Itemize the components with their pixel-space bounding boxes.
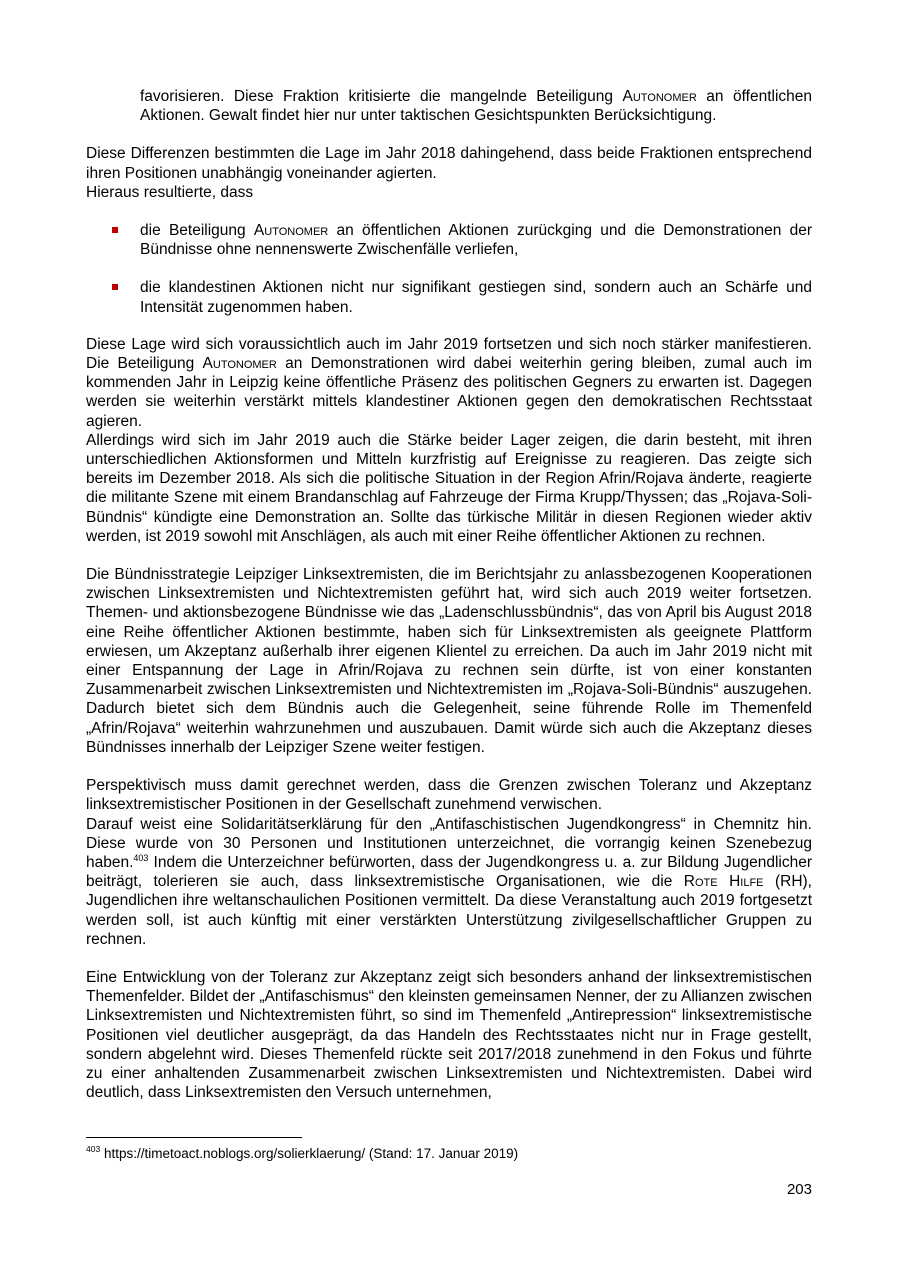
paragraph-continuation — [86, 87, 812, 125]
footnote-separator — [86, 1137, 302, 1138]
square-bullet-icon — [112, 284, 118, 290]
smallcaps-term: Autonomer — [253, 222, 329, 240]
smallcaps-term: Autonomer — [622, 88, 697, 105]
list-item: die Beteiligung Autonomer an öffentlichen Aktionen zurückging und die Demonstrationen der Bündnisse ohne nennenswerte Zwischenfälle verliefen, — [86, 221, 812, 259]
text-run: favorisieren. Diese Fraktion kritisierte die mangelnde Beteiligung — [140, 88, 623, 105]
paragraph: Diese Lage wird sich voraussichtlich auch im Jahr 2019 fortsetzen und sich noch stärker manifestieren. Die Beteiligung Autonomer an Demonstrationen wird dabei weiterhin gering bleiben, zumal auch im kommenden Jahr in Leipzig keine öffentliche Präsenz des politischen Gegners zu erwarten ist. Dagegen werden sie weiterhin verstärkt mittels klandestiner Aktionen gegen den demokratischen Rechtsstaat agieren. — [86, 335, 812, 430]
paragraph: Allerdings wird sich im Jahr 2019 auch die Stärke beider Lager zeigen, die darin besteht, mit ihren unterschiedlichen Aktionsformen und Mitteln kurzfristig auf Ereignisse zu reagieren. Das zeigte sich bereits im Dezember 2018. Als sich die politische Situation in der Region Afrin/Rojava änderte, reagierte die militante Szene mit einem Brandanschlag auf Fahrzeuge der Firma Krupp/Thyssen; das „Rojava-Soli-Bündnis“ kündigte eine Demonstration an. Sollte das türkische Militär in diesen Regionen wieder aktiv werden, ist 2019 sowohl mit Anschlägen, als auch mit einer Reihe öffentlicher Aktionen zu rechnen. — [86, 431, 812, 545]
square-bullet-icon — [112, 227, 118, 233]
footnote — [86, 1145, 518, 1163]
text-run: Hieraus resultierte, dass — [86, 183, 254, 201]
paragraph — [86, 144, 812, 182]
footnote-reference[interactable]: 403 — [133, 852, 149, 863]
footnote-text: https://timetoact.noblogs.org/solierklaerung/ (Stand: 17. Januar 2019) — [100, 1146, 519, 1161]
paragraph-lead-in — [86, 183, 812, 202]
paragraph: Perspektivisch muss damit gerechnet werden, dass die Grenzen zwischen Toleranz und Akzeptanz linksextremistischer Positionen in der Gesellschaft zunehmend verwischen. — [86, 777, 812, 814]
bullet-list — [86, 221, 812, 317]
list-item: die klandestinen Aktionen nicht nur signifikant gestiegen sind, sondern auch an Schärfe und Intensität zugenommen haben. — [86, 278, 812, 316]
paragraph: Die Bündnisstrategie Leipziger Linksextremisten, die im Berichtsjahr zu anlassbezogenen Kooperationen zwischen Linksextremisten und Nichtextremisten geführt hat, wird sich auch 2019 weiter fortsetzen. Themen- und aktionsbezogene Bündnisse wie das „Ladenschlussbündnis“, das von April bis August 2018 eine Reihe öffentlicher Aktionen bestimmte, haben sich für Linksextremisten als geeignete Plattform erwiesen, um Akzeptanz außerhalb ihrer eigenen Klientel zu erreichen. Da auch im Jahr 2019 nicht mit einer Entspannung der Lage in Afrin/Rojava zu rechnen sein dürfte, ist von einer konstanten Zusammenarbeit zwischen Linksextremisten und Nichtextremisten im „Rojava-Soli-Bündnis“ auszugehen. Dadurch bietet sich dem Bündnis auch die Gelegenheit, seine führende Rolle im Themenfeld „Afrin/Rojava“ weiterhin wahrzunehmen und auszubauen. Damit würde sich auch die Akzeptanz dieses Bündnisses innerhalb der Leipziger Szene weiter festigen. — [86, 566, 812, 756]
body-text — [86, 87, 812, 1102]
smallcaps-term: Autonomer — [202, 355, 277, 373]
paragraph: Eine Entwicklung von der Toleranz zur Akzeptanz zeigt sich besonders anhand der linksextremistischen Themenfelder. Bildet der „Antifaschismus“ den kleinsten gemeinsamen Nenner, der zu Allianzen zwischen Linksextremisten und Nichtextremisten führt, so sind im Themenfeld „Antirepression“ linksextremistische Positionen viel deutlicher ausgeprägt, da das Handeln des Rechtsstaates nicht nur in Frage gestellt, sondern abgelehnt wird. Dieses Themenfeld rückte seit 2017/2018 zunehmend in den Fokus und führte zu einer anhaltenden Zusammenarbeit zwischen Linksextremisten und Nichtextremisten. Dabei wird deutlich, dass Linksextremisten den Versuch unternehmen, — [86, 968, 812, 1102]
page-number: 203 — [786, 1181, 812, 1198]
footnote-number: 403 — [86, 1144, 101, 1154]
smallcaps-term: Rote Hilfe — [683, 873, 764, 891]
text-run: an öffentlichen Aktionen. Gewalt findet hier nur unter taktischen Gesichtspunkten Berücksichtigung. — [140, 88, 812, 125]
paragraph: Darauf weist eine Solidaritätserklärung für den „Antifaschistischen Jugendkongress“ in Chemnitz hin. Diese wurde von 30 Personen und Institutionen unterzeichnet, die vorrangig keinen Szenebezug haben.$^{403}$ Indem die Unterzeichner befürworten, dass der Jugendkongress u. a. zur Bildung Jugendlicher beiträgt, tolerieren sie auch, dass linksextremistische Organisationen, wie die Rote Hilfe (RH), Jugendlichen ihre weltanschaulichen Positionen vermittelt. Da diese Veranstaltung auch 2019 fortgesetzt werden soll, ist auch künftig mit einer verstärkten Unterstützung zivilgesellschaftlicher Gruppen zu rechnen. — [86, 815, 812, 948]
text-run: Diese Differenzen bestimmten die Lage im Jahr 2018 dahingehend, dass beide Fraktionen entsprechend ihren Positionen unabhängig voneinander agierten. — [86, 145, 812, 182]
